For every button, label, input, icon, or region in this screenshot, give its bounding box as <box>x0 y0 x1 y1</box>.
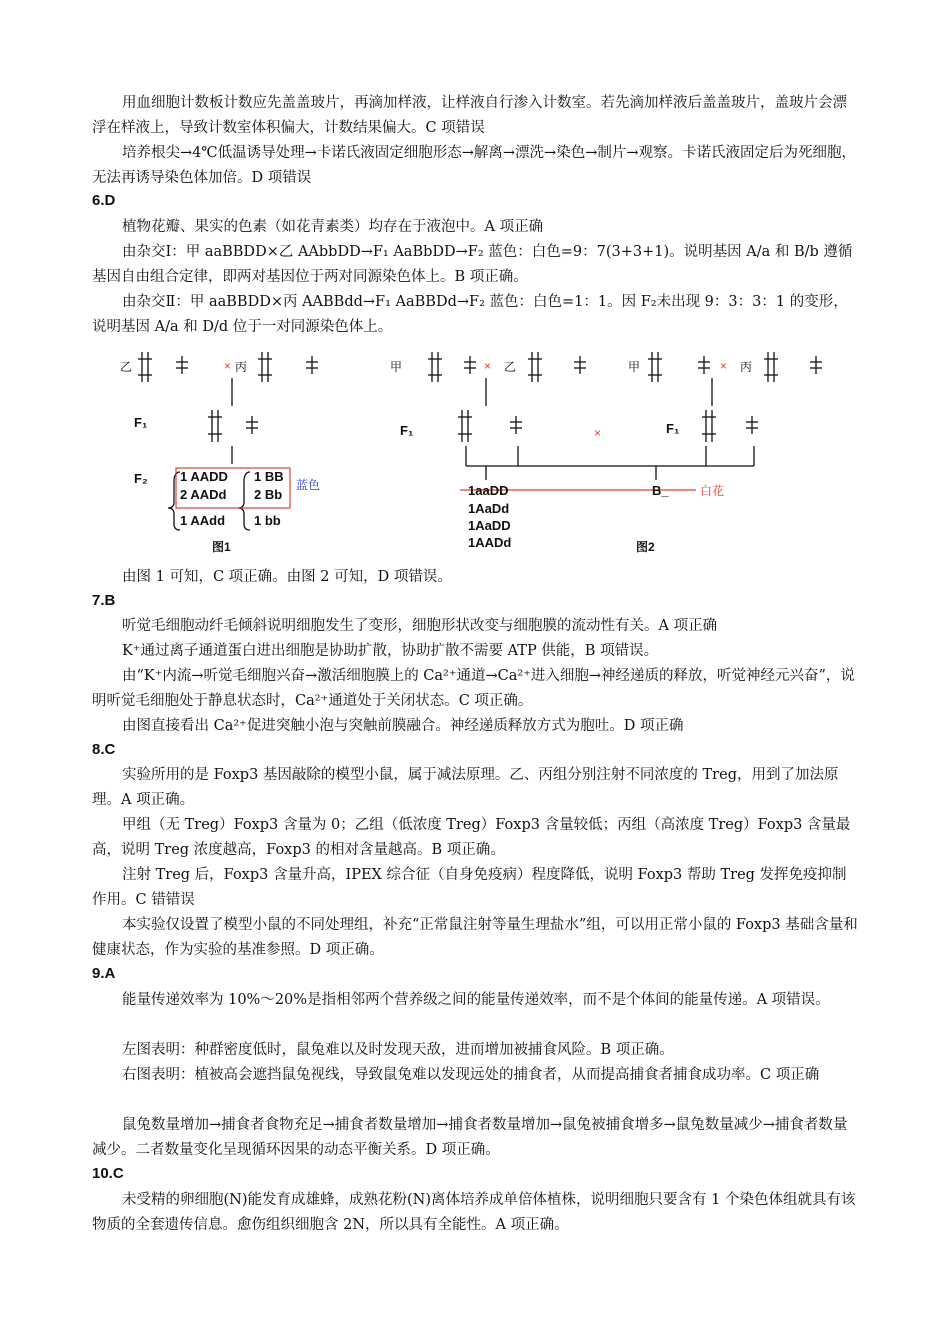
figure-1-caption: 图1 <box>212 540 231 554</box>
paragraph: 甲组（无 Treg）Foxp3 含量为 0；乙组（低浓度 Treg）Foxp3 含量较低；丙组（高浓度 Treg）Foxp3 含量最高，说明 Treg 浓度越高，Foxp3 的相对含量越高。B 项正确。 <box>92 817 851 858</box>
f1-label: F₁ <box>400 423 414 438</box>
genotype-right: 1 BB <box>254 469 284 484</box>
figure-2-caption: 图2 <box>636 540 655 554</box>
paragraph: 用血细胞计数板计数应先盖盖玻片，再滴加样液，让样液自行渗入计数室。若先滴加样液后盖盖玻片，盖玻片会漂浮在样液上，导致计数室体积偏大，计数结果偏大。C 项错误 <box>92 95 847 136</box>
question-heading: 8.C <box>92 741 116 758</box>
f1-label: F₁ <box>134 415 148 430</box>
question-heading: 10.C <box>92 1165 124 1182</box>
paragraph: 由杂交Ⅱ：甲 aaBBDD×丙 AABBdd→F₁ AaBBDd→F₂ 蓝色：白色=1：1。因 F₂未出现 9：3：3：1 的变形，说明基因 A/a 和 D/d 位于一对同源染色体上。 <box>92 294 848 335</box>
label-yi: 乙 <box>120 360 133 374</box>
genotype-left: 1 AADD <box>180 469 228 484</box>
genotype-left: 1 AAdd <box>180 513 226 528</box>
label-bing: 丙 <box>235 360 248 374</box>
question-heading: 6.D <box>92 192 116 209</box>
white-flower-label: 白花 <box>700 484 725 498</box>
paragraph: 由图直接看出 Ca²⁺促进突触小泡与突触前膜融合。神经递质释放方式为胞吐。D 项正确 <box>122 718 684 734</box>
paragraph: 由杂交Ⅰ：甲 aaBBDD×乙 AAbbDD→F₁ AaBbDD→F₂ 蓝色：白色=9：7(3+3+1)。说明基因 A/a 和 B/b 遵循基因自由组合定律，即两对基因位于两对同源染色体上。B 项正确。 <box>92 244 853 285</box>
genotype: 1AADd <box>468 535 512 550</box>
cross-symbol: × <box>484 359 492 373</box>
paragraph: K⁺通过离子通道蛋白进出细胞是协助扩散，协助扩散不需要 ATP 供能，B 项错误。 <box>122 643 659 659</box>
blue-color-label: 蓝色 <box>296 478 321 492</box>
genotype: 1AaDD <box>468 518 511 533</box>
cross-symbol: × <box>224 359 232 373</box>
paragraph: 听觉毛细胞动纤毛倾斜说明细胞发生了变形，细胞形状改变与细胞膜的流动性有关。A 项正确 <box>122 618 718 634</box>
paragraph: 实验所用的是 Foxp3 基因敲除的模型小鼠，属于减法原理。乙、丙组分别注射不同浓度的 Treg，用到了加法原理。A 项正确。 <box>92 767 839 808</box>
paragraph: 左图表明：种群密度低时，鼠兔难以及时发现天敌，进而增加被捕食风险。B 项正确。 <box>122 1042 674 1058</box>
genotype: 1aaDD <box>468 483 509 498</box>
genotype: 1AaDd <box>468 501 510 516</box>
paragraph: 由图 1 可知，C 项正确。由图 2 可知，D 项错误。 <box>122 569 452 585</box>
genotype-right: 1 bb <box>254 513 281 528</box>
question-heading: 9.A <box>92 965 116 982</box>
genotype-right: 2 Bb <box>254 487 283 502</box>
paragraph: 培养根尖→4℃低温诱导处理→卡诺氏液固定细胞形态→解离→漂洗→染色→制片→观察。卡诺氏液固定后为死细胞，无法再诱导染色体加倍。D 项错误 <box>92 145 856 186</box>
label-yi: 乙 <box>504 360 517 374</box>
paragraph: 植物花瓣、果实的色素（如花青素类）均存在于液泡中。A 项正确 <box>122 219 544 235</box>
paragraph: 右图表明：植被高会遮挡鼠兔视线，导致鼠兔难以发现远处的捕食者，从而提高捕食者捕食成功率。C 项正确 <box>122 1067 820 1083</box>
paragraph: 本实验仅设置了模型小鼠的不同处理组，补充“正常鼠注射等量生理盐水”组，可以用正常小鼠的 Foxp3 基础含量和健康状态，作为实验的基准参照。D 项正确。 <box>92 917 858 958</box>
paragraph: 未受精的卵细胞(N)能发育成雄蜂，成熟花粉(N)离体培养成单倍体植株，说明细胞只要含有 1 个染色体组就具有该物质的全套遗传信息。愈伤组织细胞含 2N，所以具有全能性。A 项正确。 <box>92 1192 856 1233</box>
f1-label: F₁ <box>666 421 680 436</box>
label-jia: 甲 <box>390 360 403 374</box>
genotype-left: 2 AADd <box>180 487 227 502</box>
paragraph: 鼠兔数量增加→捕食者食物充足→捕食者数量增加→捕食者数量增加→鼠兔被捕食增多→鼠兔数量减少→捕食者数量减少。二者数量变化呈现循环因果的动态平衡关系。D 项正确。 <box>92 1117 848 1158</box>
paragraph: 能量传递效率为 10%～20%是指相邻两个营养级之间的能量传递效率，而不是个体间的能量传递。A 项错误。 <box>122 992 830 1008</box>
paragraph: 由“K⁺内流→听觉毛细胞兴奋→激活细胞膜上的 Ca²⁺通道→Ca²⁺进入细胞→神经递质的释放，听觉神经元兴奋”，说明听觉毛细胞处于静息状态时，Ca²⁺通道处于关闭状态。C 项正确。 <box>92 668 855 709</box>
question-heading: 7.B <box>92 592 116 609</box>
cross-symbol: × <box>594 426 602 440</box>
f2-label: F₂ <box>134 471 148 486</box>
genetics-figure <box>100 342 860 564</box>
cross-symbol: × <box>720 359 728 373</box>
label-jia: 甲 <box>628 360 641 374</box>
genotype: B_ <box>652 483 669 498</box>
paragraph: 注射 Treg 后，Foxp3 含量升高，IPEX 综合征（自身免疫病）程度降低，说明 Foxp3 帮助 Treg 发挥免疫抑制作用。C 错错误 <box>92 867 847 908</box>
label-bing: 丙 <box>740 360 753 374</box>
